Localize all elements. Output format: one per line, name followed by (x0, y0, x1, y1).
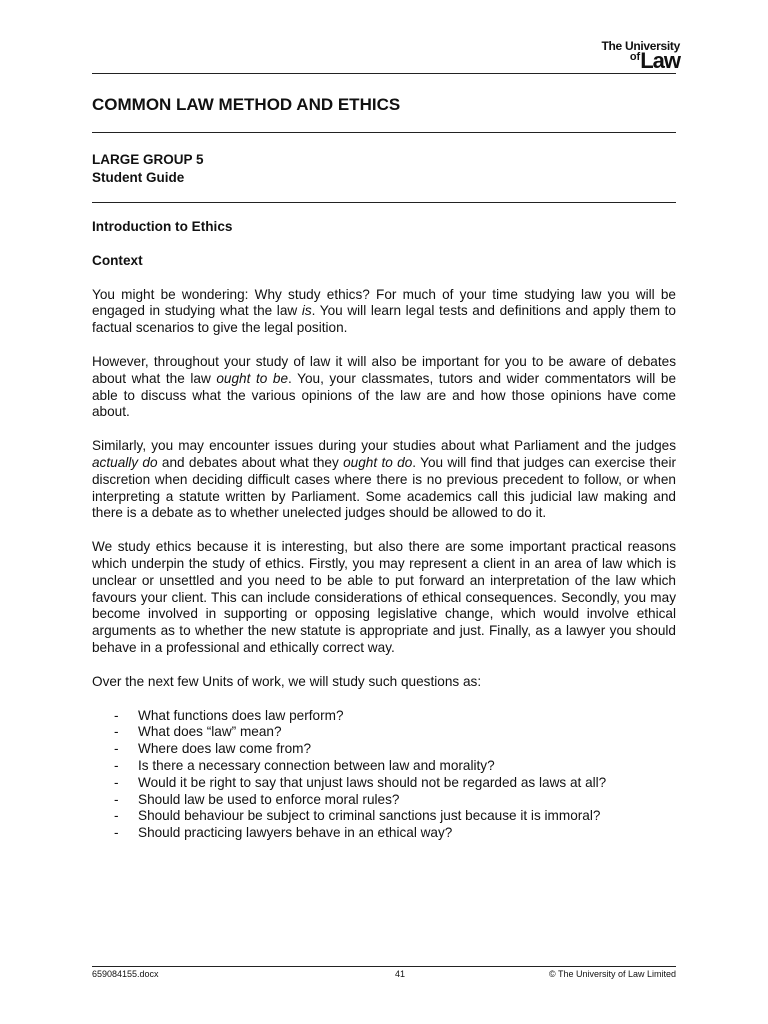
footer-page-number: 41 (395, 969, 406, 979)
paragraph-5: Over the next few Units of work, we will study such questions as: (92, 673, 482, 689)
page-footer (92, 969, 676, 981)
group-rule (92, 202, 676, 203)
paragraph-2-emphasis: ought to be (216, 370, 289, 386)
university-logo (602, 40, 681, 72)
paragraph-1-emphasis: is (301, 303, 312, 319)
paragraph-2 (92, 354, 676, 421)
paragraph-2-text: However, throughout your study of law it will also be important for you to be aware of debates about what the law (92, 353, 676, 386)
list-item-text: Would it be right to say that unjust laws should not be regarded as laws at all? (138, 774, 607, 790)
list-dash: - (114, 791, 119, 807)
paragraph-3-emphasis-1: actually do (92, 454, 158, 470)
list-item-text: Should behaviour be subject to criminal sanctions just because it is immoral? (138, 808, 601, 824)
list-item (92, 775, 676, 792)
logo-law: Law (640, 48, 680, 73)
logo-line-1: The University (601, 39, 680, 53)
paragraph-1 (92, 287, 676, 337)
header-rule (92, 73, 676, 74)
footer-rule (92, 966, 676, 967)
list-item (92, 808, 676, 825)
paragraph-3 (92, 438, 676, 522)
list-item (92, 792, 676, 809)
list-item (92, 724, 676, 741)
logo-of: of (629, 51, 641, 63)
footer-filename: 659084155.docx (92, 969, 159, 979)
document-title: COMMON LAW METHOD AND ETHICS (92, 95, 401, 114)
paragraph-4: We study ethics because it is interesting, but also there are some important practical reasons which underpin the study of ethics. Firstly, you may represent a client in an area of law which is unclear or unsettled and you need to be able to put forward an interpretation of the law which favours your client. This can include considerations of ethical consequences. Secondly, you may become involved in supporting or opposing legislative change, which would involve ethical arguments as to whether the new statute is appropriate and just. Finally, as a lawyer you should behave in a professional and ethically correct way. (92, 539, 676, 655)
questions-list (92, 708, 676, 842)
list-dash: - (114, 774, 119, 790)
list-item-text: What does “law” mean? (138, 724, 282, 740)
group-block (92, 151, 204, 187)
paragraph-1-end: . You will learn legal tests and definitions and apply them to factual scenarios to give the legal position. (92, 303, 676, 336)
list-dash: - (114, 757, 119, 773)
list-item (92, 708, 676, 725)
footer-copyright: © The University of Law Limited (548, 969, 676, 979)
guide-label: Student Guide (92, 170, 185, 185)
list-item-text: Should law be used to enforce moral rules? (138, 791, 400, 807)
paragraph-3-text-a: Similarly, you may encounter issues during your studies about what Parliament and the judges (92, 438, 676, 454)
title-rule (92, 132, 676, 133)
list-dash: - (114, 707, 119, 723)
paragraph-3-text-c: . You will find that judges can exercise their discretion when deciding difficult cases where there is no previous precedent to follow, or when interpreting a statute written by Parliament. Some academics call this judicial law making and there is a debate as to whether unelected judges should be allowed to do it. (92, 454, 676, 521)
logo-line-2 (602, 50, 681, 72)
list-dash: - (114, 741, 119, 757)
document-body (92, 219, 676, 842)
list-item-text: What functions does law perform? (138, 707, 344, 723)
list-item-text: Is there a necessary connection between law and morality? (138, 757, 495, 773)
list-item-text: Should practicing lawyers behave in an ethical way? (138, 825, 453, 841)
section-heading-introduction: Introduction to Ethics (92, 219, 233, 234)
paragraph-3-text-b: and debates about what they (157, 454, 344, 470)
section-heading-context: Context (92, 252, 143, 268)
list-dash: - (114, 825, 119, 841)
list-dash: - (114, 724, 119, 740)
list-dash: - (114, 808, 119, 824)
list-item (92, 758, 676, 775)
paragraph-3-emphasis-2: ought to do (343, 454, 413, 470)
list-item (92, 825, 676, 842)
paragraph-1-text: You might be wondering: Why study ethics? For much of your time studying law you will be engaged in studying what the law (92, 286, 676, 319)
list-item (92, 741, 676, 758)
list-item-text: Where does law come from? (138, 741, 312, 757)
group-label: LARGE GROUP 5 (92, 152, 204, 167)
paragraph-2-end: . You, your classmates, tutors and wider commentators will be able to discuss what the various opinions of the law are and how those opinions have come about. (92, 370, 677, 420)
